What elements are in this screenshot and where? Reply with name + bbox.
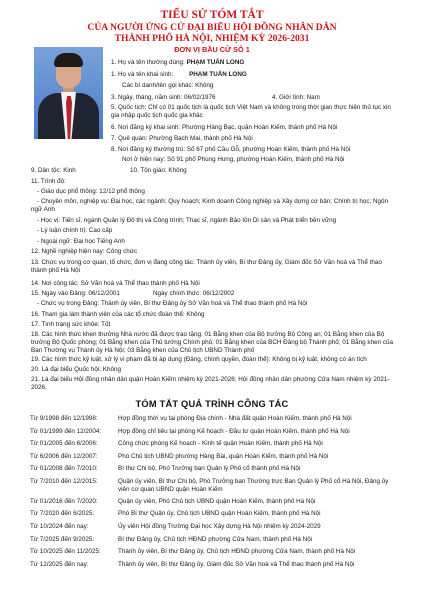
info-awards: 18. Các hình thức khen thưởng Nhà nước đã được trao tặng: 01 Bằng khen của Bộ trưởng Bộ Công an; 01 Bằng khen của Bộ trưởng Bộ Quốc phòng; 01 Bằng khen của Thủ tướng Chính phủ; 01 Bằng khen của BCH Đảng bộ Thành phố; 01 Bằng khen của Ban Thường vụ Thành ủy Hà Nội; 03 Bằng khen của Chủ tịch UBND Thành phố bbox=[31, 331, 393, 354]
career-row bbox=[30, 428, 400, 436]
career-date: Từ 01/2008 đến 7/2010: bbox=[30, 465, 98, 473]
career-row bbox=[30, 548, 400, 556]
info-hometown: 7. Quê quán: Phường Bạch Mai, thành phố Hà Nội bbox=[111, 135, 253, 142]
info-party-join-date: 15. Ngày vào Đảng: 06/12/2001 bbox=[31, 290, 120, 297]
info-aliases: Các bí danh/tên gọi khác: Không bbox=[122, 82, 214, 89]
electoral-unit: ĐƠN VỊ BẦU CỬ SỐ 1 bbox=[174, 45, 250, 54]
career-row bbox=[30, 523, 400, 531]
career-row bbox=[30, 498, 400, 506]
career-date: Từ 01/2005 đến 6/2006: bbox=[30, 440, 98, 448]
career-date: Từ 12/2025 đến nay: bbox=[30, 560, 89, 568]
info-national-assembly: 20. Là đại biểu Quốc hội: Không bbox=[31, 366, 121, 373]
career-description: Bí thư Đảng ủy, Chủ tịch HĐND phường Cửa Nam, thành phố Hà Nội bbox=[118, 535, 313, 543]
career-description: Ủy viên Hội đồng Trường Đại học Xây dựng Hà Nội nhiệm kỳ 2024-2029 bbox=[118, 522, 321, 530]
page-title: TIỂU SỬ TÓM TẮT bbox=[160, 9, 264, 21]
info-party-official-date: Ngày chính thức: 06/12/2002 bbox=[153, 290, 235, 297]
career-row bbox=[30, 415, 400, 423]
career-date: Từ 01/1999 đến 12/2004: bbox=[30, 427, 102, 435]
subtitle-line-2: THÀNH PHỐ HÀ NỘI, NHIỆM KỲ 2026-2031 bbox=[114, 33, 310, 44]
career-description: Hợp đồng chỉ tiêu tại phòng Kế hoạch - Đầu tư quận Hoàn Kiếm, thành phố Hà Nội bbox=[118, 427, 350, 435]
career-row bbox=[30, 478, 400, 493]
info-permanent-address: 8. Nơi đăng ký thường trú: Số 67 phố Cầu Gỗ, phường Hoàn Kiếm, thành phố Hà Nội bbox=[111, 146, 351, 153]
career-row bbox=[30, 453, 400, 461]
candidate-portrait bbox=[34, 47, 103, 139]
info-birth-name: 1. Họ và tên khai sinh: PHẠM TUẤN LONG bbox=[111, 71, 247, 78]
career-description: Bí thư Chi bộ, Phó Trưởng ban Quản lý Phố cổ thành phố Hà Nội bbox=[118, 465, 301, 473]
career-row bbox=[30, 465, 400, 473]
career-row bbox=[30, 440, 400, 448]
candidate-name: PHẠM TUẤN LONG bbox=[186, 59, 245, 66]
career-date: Từ 6/2006 đến 12/2007: bbox=[30, 452, 98, 460]
career-date: Từ 7/2010 đến 12/2015: bbox=[30, 477, 98, 485]
career-date: Từ 7/2020 đến 6/2025: bbox=[30, 510, 95, 518]
career-timeline bbox=[30, 415, 400, 573]
career-description: Thành ủy viên, Bí thư Đảng ủy, Chủ tịch HĐND phường Cửa Nam, thành phố Hà Nội bbox=[118, 548, 356, 556]
info-common-name: 1. Họ và tên thường dùng: PHẠM TUẤN LONG bbox=[111, 59, 245, 66]
info-current-address: Nơi ở hiện nay: Số 91 phố Phùng Hưng, phường Hoàn Kiếm, thành phố Hà Nội bbox=[122, 156, 345, 163]
career-date: Từ 7/2025 đến 9/2025: bbox=[30, 535, 95, 543]
info-dob: 3. Ngày, tháng, năm sinh: 06/02/1976 bbox=[111, 94, 216, 101]
career-description: Phó Bí thư Quận ủy, Chủ tịch UBND quận Hoàn Kiếm, thành phố Hà Nội bbox=[118, 510, 321, 518]
career-description: Quận ủy viên, Bí thư Chi bộ, Phó Trưởng ban Thường trực Ban Quản lý Phố cổ Hà Nội, Đảng ủy viên cơ quan UBND quận Hoàn Kiếm bbox=[118, 477, 389, 493]
info-birth-registration: 6. Nơi đăng ký khai sinh: Phường Hàng Bạc, quận Hoàn Kiếm, thành phố Hà Nội bbox=[111, 124, 338, 131]
info-foreign-language: - Ngoại ngữ: Đại học Tiếng Anh bbox=[37, 238, 125, 245]
career-description: Hợp đồng thời vụ tại phòng Địa chính - Nhà đất quận Hoàn Kiếm, thành phố Hà Nội bbox=[118, 415, 352, 422]
info-position: 13. Chức vụ trong cơ quan, tổ chức, đơn vị đang công tác: Thành ủy viên, Bí thư Đảng ủy, Giám đốc Sở Văn hoá và Thể thao thành phố Hà Nội bbox=[31, 259, 382, 274]
info-gender: 4. Giới tính: Nam bbox=[272, 94, 320, 101]
career-date: Từ 10/2025 đến 11/2025: bbox=[30, 548, 101, 556]
career-date: Từ 01/2016 đến 7/2020: bbox=[30, 497, 98, 505]
info-religion: 10. Tôn giáo: Không bbox=[130, 167, 187, 174]
info-organizations: 16. Tham gia làm thành viên của các tổ chức đoàn thể: Không bbox=[31, 311, 205, 318]
career-section-title: TÓM TẮT QUÁ TRÌNH CÔNG TÁC bbox=[135, 399, 289, 409]
info-political-theory: - Lý luận chính trị: Cao cấp bbox=[37, 227, 113, 234]
info-education-heading: 11. Trình độ: bbox=[31, 178, 66, 185]
info-health: 17. Tình trạng sức khỏe: Tốt bbox=[31, 321, 111, 328]
info-discipline: 19. Các hình thức kỷ luật, xử lý vi phạm đã bị áp dụng (Đảng, chính quyền, đoàn thể): Không bị kỷ luật, không có án tích bbox=[31, 356, 367, 363]
career-row bbox=[30, 561, 400, 569]
info-specialty: - Chuyên môn, nghiệp vụ: Đại học, các ngành: Quy hoạch; Kinh doanh Công nghiệp và Xây dựng cơ bản; Chính trị học; Ngôn ngữ Anh bbox=[31, 198, 389, 213]
info-council-delegate: 21. Là đại biểu Hội đồng nhân dân quận Hoàn Kiếm nhiệm kỳ 2021-2026; Hội đồng nhân dân phường Cửa Nam nhiệm kỳ 2021-2026. bbox=[31, 376, 390, 391]
info-degree: - Học vị: Tiến sĩ, ngành Quản lý Đô thị và Công trình; Thạc sĩ, ngành Bảo tồn Di sản và Phát triển bền vững bbox=[37, 217, 337, 224]
career-description: Phó Chủ tịch UBND phường Hàng Bài, quận Hoàn Kiếm, thành phố Hà Nội bbox=[118, 452, 329, 460]
career-description: Thành ủy viên, Bí thư Đảng ủy, Giám đốc Sở Văn hoá và Thể thao thành phố Hà Nội bbox=[118, 560, 355, 568]
career-row bbox=[30, 536, 400, 544]
info-general-education: - Giáo dục phổ thông: 12/12 phổ thông bbox=[37, 188, 145, 195]
info-nationality: 5. Quốc tịch: Chỉ có 01 quốc tịch là quốc tịch Việt Nam và không trong thời gian thực hiện thủ tục xin gia nhập quốc tịch quốc gia khác bbox=[111, 104, 391, 119]
info-party-position: - Chức vụ trong Đảng: Thành ủy viên, Bí thư Đảng ủy Sở Văn hoá và Thể thao thành phố Hà Nội bbox=[37, 300, 308, 307]
candidate-birth-name: PHẠM TUẤN LONG bbox=[189, 71, 247, 78]
career-date: Từ 9/1998 đến 12/1998: bbox=[30, 415, 98, 422]
career-description: Công chức phòng Kế hoạch - Kinh tế quận Hoàn Kiếm, thành phố Hà Nội bbox=[118, 440, 323, 448]
info-workplace: 14. Nơi công tác: Sở Văn hoá và Thể thao thành phố Hà Nội bbox=[31, 280, 200, 287]
career-description: Quận ủy viên, Phó Chủ tịch UBND quận Hoàn Kiếm, thành phố Hà Nội bbox=[118, 497, 316, 505]
info-ethnicity: 9. Dân tộc: Kinh bbox=[31, 167, 76, 174]
subtitle-line-1: CỦA NGƯỜI ỨNG CỬ ĐẠI BIỂU HỘI ĐỒNG NHÂN DÂN bbox=[87, 22, 337, 33]
career-date: Từ 10/2024 đến nay: bbox=[30, 522, 89, 530]
info-occupation: 12. Nghề nghiệp hiện nay: Công chức bbox=[31, 248, 138, 255]
career-row bbox=[30, 510, 400, 518]
